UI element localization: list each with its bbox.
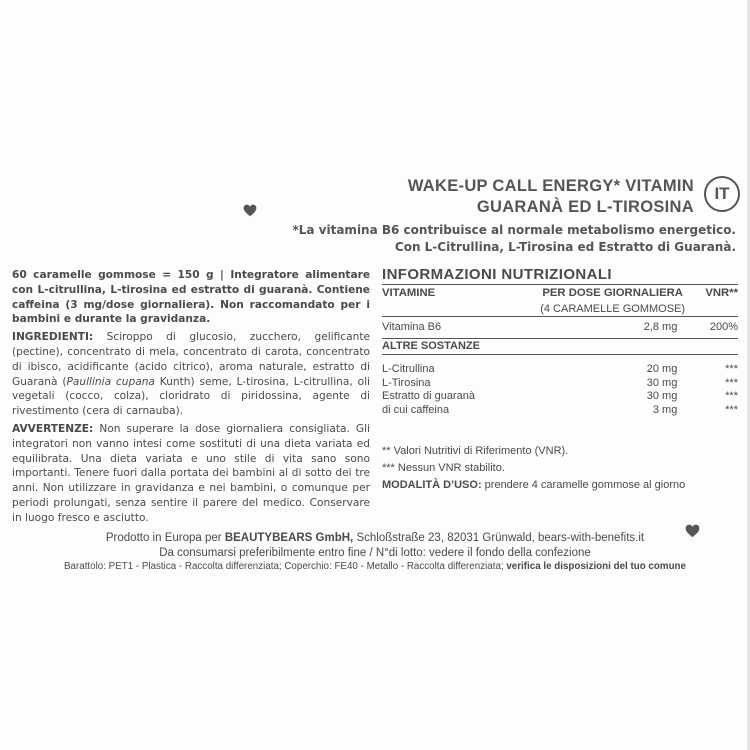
product-title-line1: WAKE-UP CALL ENERGY* VITAMIN [407,177,694,195]
recycling-note: verifica le disposizioni del tuo comune [506,561,686,572]
substance-row [382,377,738,391]
warnings-paragraph [12,422,370,526]
recycling-info [0,560,750,574]
product-title-line2: GUARANÀ ED L-TIROSINA [476,198,694,216]
usage-label: MODALITÀ D’USO: [382,479,482,491]
producer-info [0,531,750,561]
substance-nrv: *** [725,403,738,416]
substance-nrv: *** [725,390,738,402]
company-name: BEAUTYBEARS GmbH, [224,532,354,544]
product-description [12,268,370,529]
claim-line2: Con L-Citrullina, L-Tirosina ed Estratto di Guaranà. [394,240,736,254]
substance-amount: 30 mg [646,390,678,402]
substance-nrv: *** [725,363,738,375]
col-vitamins: VITAMINE [382,287,436,299]
substance-amount: 3 mg [652,403,678,416]
ingredients-latin: Paullinia cupana [66,375,155,388]
usage-text: prendere 4 caramelle gommose al giorno [481,479,686,491]
producer-line [0,531,750,546]
nutrition-header-row [382,285,738,301]
producer-prefix: Prodotto in Europa per [105,532,225,544]
claim-line1: *La vitamina B6 contribuisce al normale metabolismo energetico. [292,223,736,237]
vitamin-name: Vitamina B6 [382,317,520,339]
note-nrv: ** Valori Nutritivi di Riferimento (VNR). [382,445,569,457]
substance-name: Estratto di guaranà [382,390,475,402]
product-title [408,176,694,218]
vitamin-row [382,317,738,339]
col-dose: PER DOSE GIORNALIERA [542,287,683,299]
nutrition-title: INFORMAZIONI NUTRIZIONALI [382,266,738,285]
substance-name: L-Citrullina [382,363,435,375]
health-claims [292,222,736,256]
recycling-text: Barattolo: PET1 - Plastica - Raccolta differenziata; Coperchio: FE40 - Metallo - Raccolta differenziata; [64,561,507,572]
substance-amount: 20 mg [646,363,678,375]
vitamin-amount: 2,8 mg [520,317,705,339]
company-address: Schloßstraße 23, 82031 Grünwald, bears-with-benefits.it [353,532,645,544]
nutrition-header-sub-row [382,301,738,317]
nutrition-notes [382,443,685,494]
substance-amount: 30 mg [646,376,678,389]
language-badge: IT [704,176,740,212]
ingredients-label: INGREDIENTI: [12,331,94,344]
substance-row [382,404,738,418]
substance-row [382,355,738,377]
col-nrv: VNR** [705,287,738,299]
ingredients-text-1: Sciroppo di glucosio, zucchero, gelificante (pectine), concentrato di mela, concentrato di carota, concentrato di ibisco, acidificante (acido citrico), aroma naturale, estratto di Guaranà ( [12,331,370,388]
substance-name: L-Tirosina [382,376,431,389]
vitamin-nrv: 200% [705,317,738,339]
best-before: Da consumarsi preferibilmente entro fine / N°di lotto: vedere il fondo della confezione [159,547,591,559]
heart-icon [243,204,257,217]
warnings-label: AVVERTENZE: [12,422,94,435]
col-dose-sub: (4 CARAMELLE GOMMOSE) [520,301,705,317]
note-no-nrv: *** Nessun VNR stabilito. [382,462,505,474]
substance-row [382,390,738,404]
substance-name: di cui caffeina [382,403,450,416]
nutrition-table [382,285,738,417]
other-substances-header [382,338,738,355]
warnings-text: Non superare la dose giornaliera consigliata. Gli integratori non vanno intesi come sostituti di una dieta variata ed equilibrata. Una dieta variata e uno stile di vita sano sono importanti. Tenere fuori dalla portata dei bambini al di sotto dei tre anni. Non utilizzare in gravidanza e nei bambini, o comunque per periodi prolungati, senza sentire il parere del medico. Conservare in luogo fresco e asciutto. [12,422,370,524]
ingredients-paragraph [12,330,370,419]
substance-nrv: *** [725,376,738,389]
nutrition-panel [382,266,738,417]
product-intro: 60 caramelle gommose = 150 g | Integratore alimentare con L-citrullina, L-tirosina ed estratto di guaranà. Contiene caffeina (3 mg/dose giornaliera). Non raccomandato per i bambini e durante la gravidanza. [12,269,370,326]
usage-instructions [382,477,685,494]
other-substances-label: ALTRE SOSTANZE [382,338,738,355]
ingredients-text-2: Kunth) seme, L-tirosina, L-citrullina, oli vegetali (cocco, colza), cloridrato di piridossina, agente di rivestimento (cera di carnauba). [12,375,370,418]
